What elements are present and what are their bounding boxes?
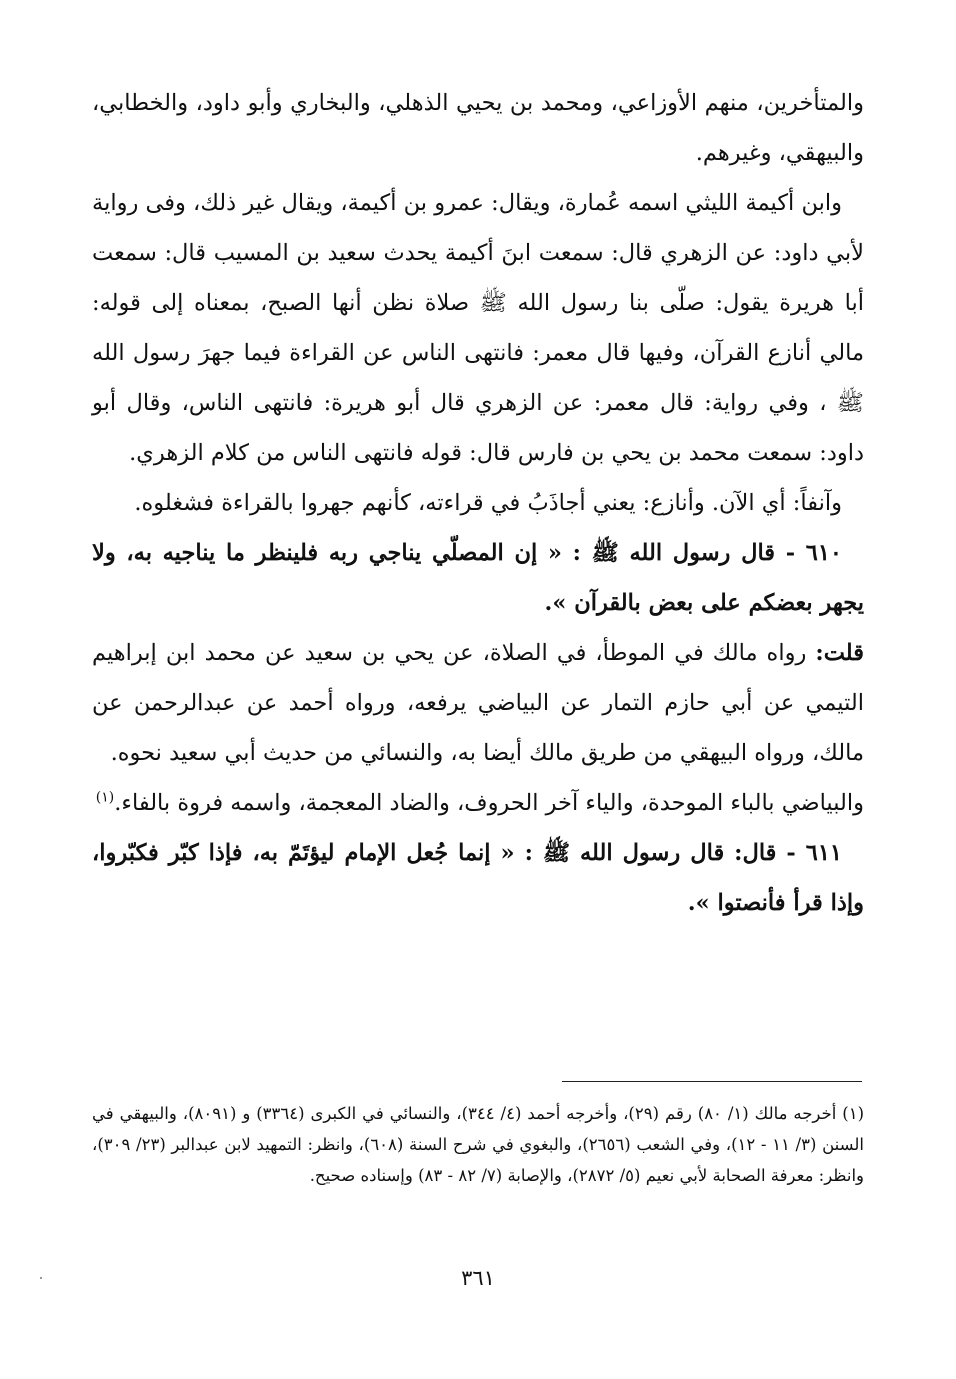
paragraph-3: وآنفاً: أي الآن. وأنازع: يعني أجاذَبُ في قراءته، كأنهم جهروا بالقراءة فشغلوه. xyxy=(134,490,842,516)
hadith-610: ٦١٠ - قال رسول الله ﷺ : « إن المصلّي يناجي ربه فلينظر ما يناجيه به، ولا يجهر بعضكم على بعض بالقرآن ». xyxy=(92,540,864,616)
paragraph-5 xyxy=(92,778,864,828)
paragraph-4 xyxy=(92,628,864,778)
scan-speck xyxy=(40,1277,42,1279)
paragraph-5-text: والبياضي بالباء الموحدة، والياء آخر الحروف، والضاد المعجمة، واسمه فروة بالفاء. xyxy=(114,790,864,816)
main-text xyxy=(92,78,864,928)
qult-label: قلت: xyxy=(815,640,864,666)
footnotes xyxy=(92,1098,864,1191)
footnote-marker: (١) xyxy=(95,789,115,806)
paragraph-4-text: رواه مالك في الموطأ، في الصلاة، عن يحي بن سعيد عن محمد ابن إبراهيم التيمي عن أبي حازم التمار عن البياضي يرفعه، ورواه أحمد عن عبدالرحمن عن مالك، ورواه البيهقي من طريق مالك أيضا به، والنسائي من حديث أبي سعيد نحوه. xyxy=(92,640,864,766)
page-number: ٣٦١ xyxy=(461,1266,495,1290)
paragraph-1: والمتأخرين، منهم الأوزاعي، ومحمد بن يحيي الذهلي، والبخاري وأبو داود، والخطابي، والبيهقي، وغيرهم. xyxy=(92,90,864,166)
hadith-611: ٦١١ - قال: قال رسول الله ﷺ : « إنما جُعل الإمام ليؤتَمّ به، فإذا كبّر فكبّروا، وإذا قرأ فأنصتوا ». xyxy=(92,840,864,916)
paragraph-2: وابن أكيمة الليثي اسمه عُمارة، ويقال: عمرو بن أكيمة، ويقال غير ذلك، وفى رواية لأبي داود: عن الزهري قال: سمعت ابنَ أكيمة يحدث سعيد بن المسيب قال: سمعت أبا هريرة يقول: صلّى بنا رسول الله ﷺ صلاة نظن أنها الصبح، بمعناه إلى قوله: مالي أنازع القرآن، وفيها قال معمر: فانتهى الناس عن القراءة فيما جهرَ رسول الله ﷺ ، وفي رواية: قال معمر: عن الزهري قال أبو هريرة: فانتهى الناس، وقال أبو داود: سمعت محمد بن يحي بن فارس قال: قوله فانتهى الناس من كلام الزهري. xyxy=(92,190,864,466)
footnote-separator xyxy=(562,1081,862,1082)
footnote-1: (١) أخرجه مالك (١/ ٨٠) رقم (٢٩)، وأخرجه أحمد (٤/ ٣٤٤)، والنسائي في الكبرى (٣٣٦٤) و (٨٠٩١)، والبيهقي في السنن (٣/ ١١ - ١٢)، وفي الشعب (٢٦٥٦)، والبغوي في شرح السنة (٦٠٨)، وانظر: التمهيد لابن عبدالبر (٢٣/ ٣٠٩)، وانظر: معرفة الصحابة لأبي نعيم (٥/ ٢٨٧٢)، والإصابة (٧/ ٨٢ - ٨٣) وإسناده صحيح. xyxy=(92,1104,864,1185)
